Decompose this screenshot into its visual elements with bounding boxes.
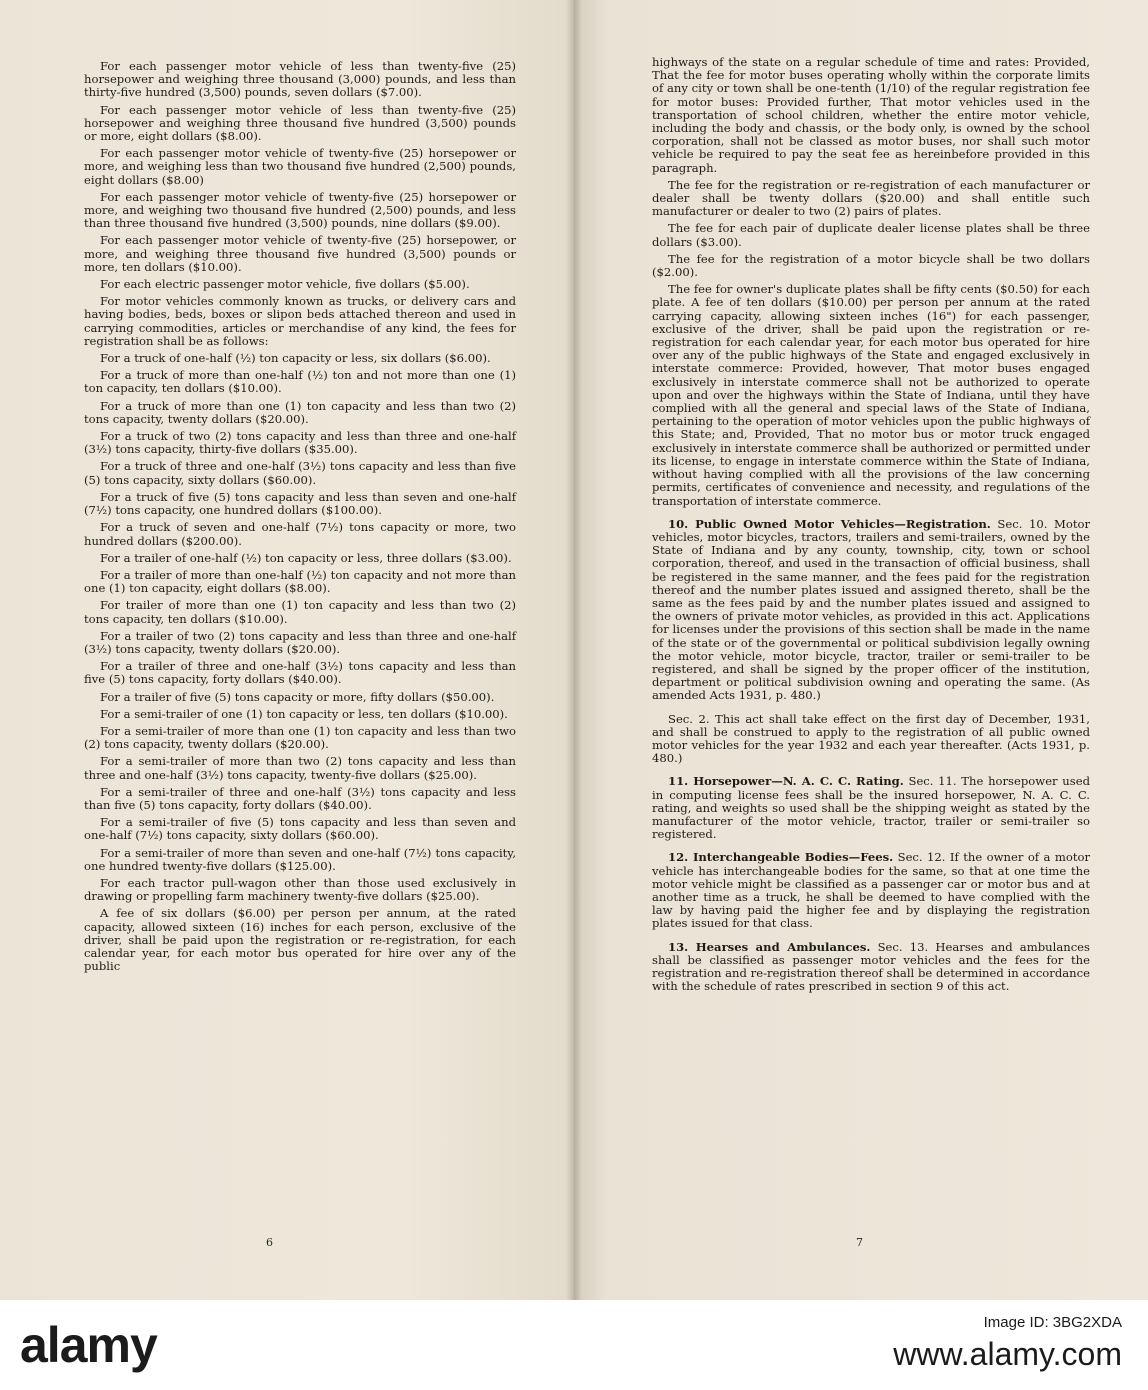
fee-paragraph: For a truck of one-half (½) ton capacity or less, six dollars ($6.00).	[100, 351, 491, 366]
fee-paragraph: The fee for the registration of a motor bicycle shall be two dollars ($2.00).	[652, 251, 1090, 280]
fee-paragraph: For a semi-trailer of five (5) tons capacity and less than seven and one-half (7½) tons capacity, sixty dollars ($60.00).	[84, 815, 516, 843]
right-page	[574, 0, 1148, 1300]
continued-paragraph: highways of the state on a regular schedule of time and rates: Provided, That the fee for motor buses operating wholly within the corporate limits of any city or town shall be one-tenth (1/10) of the regular registration fee for motor buses: Provided further, That motor vehicles used in the transportation of school children, whether the entire motor vehicle, including the body and chassis, or the body only, is owned by the school corporation, shall not be classed as motor buses, nor shall such motor vehicle be required to pay the seat fee as hereinbefore provided in this paragraph.	[652, 55, 1090, 175]
fee-paragraph: For a trailer of five (5) tons capacity or more, fifty dollars ($50.00).	[100, 689, 495, 704]
left-page-text	[84, 60, 516, 977]
watermark-url: www.alamy.com	[893, 1336, 1122, 1372]
section-body: Sec. 13. Hearses and ambulances shall be classified as passenger motor vehicles and the fees for the registration and re-registration thereof shall be determined in accordance with the schedule of rates prescribed in section 9 of this act.	[652, 939, 1090, 994]
fee-paragraph: The fee for owner's duplicate plates shall be fifty cents ($0.50) for each plate. A fee of ten dollars ($10.00) per person per annum at the rated carrying capacity, allowing sixteen inches (16") for each passenger, exclusive of the driver, shall be paid upon the registration or re-registration for each calendar year, for each motor bus operated for hire over any of the public highways of the State and engaged exclusively in interstate commerce: Provided, however, That motor buses engaged exclusively in interstate commerce shall not be authorized to operate upon and over the highways within the State of Indiana, until they have complied with all the general and special laws of the State of Indiana, pertaining to the operation of motor vehicles upon the public highways of this State; and, Provided, That no motor bus or motor truck engaged exclusively in interstate commerce shall be authorized or permitted under its license, to engage in interstate commerce within the State of Indiana, without having complied with all the provisions of the law concerning permits, certificates of convenience and necessity, and regulations of the transportation of interstate commerce.	[652, 282, 1090, 508]
left-page-number: 6	[266, 1236, 273, 1249]
fee-paragraph: For a trailer of three and one-half (3½) tons capacity and less than five (5) tons capacity, forty dollars ($40.00).	[84, 659, 516, 687]
fee-paragraph: For a trailer of one-half (½) ton capacity or less, three dollars ($3.00).	[100, 550, 512, 565]
fee-paragraph: For each tractor pull-wagon other than those used exclusively in drawing or propelling farm machinery twenty-five dollars ($25.00).	[84, 875, 516, 904]
fee-paragraph: The fee for each pair of duplicate dealer license plates shall be three dollars ($3.00).	[652, 221, 1090, 249]
right-page-text	[652, 56, 1090, 997]
fee-paragraph: For motor vehicles commonly known as trucks, or delivery cars and having bodies, beds, boxes or slipon beds attached thereon and used in carrying commodities, articles or merchandise of any kind, the fees for registration shall be as follows:	[84, 294, 516, 348]
section-body: Sec. 2. This act shall take effect on the first day of December, 1931, and shall be construed to apply to the registration of all public owned motor vehicles for the year 1932 and each year thereafter. (Acts 1931, p. 480.)	[652, 711, 1090, 766]
section-body: Sec. 12. If the owner of a motor vehicle has interchangeable bodies for the same, so that at one time the motor vehicle might be classified as a passenger car or motor bus and at another time as a truck, he shall be deemed to have complied with the law by having paid the higher fee and by displaying the registration plates issued for that class.	[652, 850, 1091, 931]
section-paragraph	[652, 851, 1090, 930]
fee-paragraph: For a truck of two (2) tons capacity and less than three and one-half (3½) tons capacity, thirty-five dollars ($35.00).	[84, 429, 516, 457]
left-page	[0, 0, 574, 1300]
fee-paragraph: For a truck of seven and one-half (7½) tons capacity or more, two hundred dollars ($200.00).	[84, 520, 516, 548]
section-heading: 10. Public Owned Motor Vehicles—Registration.	[668, 516, 991, 531]
section-body: Sec. 10. Motor vehicles, motor bicycles, tractors, trailers and semi-trailers, owned by the State of Indiana and by any county, township, city, town or school corporation, thereof, and used in the transaction of official business, shall be registered in the same manner, and the fees paid for the registration thereof and the number plates issued and assigned thereto, shall be the same as the fees paid by and the number plates issued and assigned to the owners of private motor vehicles, as provided in this act. Applications for licenses under the provisions of this section shall be made in the name of the state or of the governmental or political subdivision legally owning the motor vehicle, motor bicycle, tractor, trailer or semi-trailer to be registered, and shall be signed by the proper officer of the institution, department or political subdivision owning and operating the same. (As amended Acts 1931, p. 480.)	[652, 516, 1091, 703]
section-body: Sec. 11. The horsepower used in computing license fees shall be the insured horsepower, N. A. C. C. rating, and weights so used shall be the shipping weight as stated by the manufacturer of the motor vehicle, tractor, trailer or semi-trailer so registered.	[652, 774, 1090, 842]
fee-paragraph: For a trailer of two (2) tons capacity and less than three and one-half (3½) tons capacity, twenty dollars ($20.00).	[84, 628, 516, 656]
fee-paragraph: For trailer of more than one (1) ton capacity and less than two (2) tons capacity, ten dollars ($10.00).	[84, 598, 516, 626]
watermark-bar	[0, 1300, 1148, 1390]
fee-paragraph: For a semi-trailer of more than one (1) ton capacity and less than two (2) tons capacity, twenty dollars ($20.00).	[84, 723, 516, 752]
watermark-image-id: Image ID: 3BG2XDA	[983, 1314, 1122, 1331]
fee-paragraph: For each passenger motor vehicle of twenty-five (25) horsepower, or more, and weighing three thousand five hundred (3,500) pounds or more, ten dollars ($10.00).	[84, 233, 516, 274]
fee-paragraph: For a trailer of more than one-half (½) ton capacity and not more than one (1) ton capacity, eight dollars ($8.00).	[84, 567, 516, 596]
fee-paragraph: For each passenger motor vehicle of twenty-five (25) horsepower or more, and weighing two thousand five hundred (2,500) pounds, and less than three thousand five hundred (3,500) pounds, nine dollars ($9.00).	[84, 189, 516, 231]
fee-paragraph: For a semi-trailer of more than two (2) tons capacity and less than three and one-half (3½) tons capacity, twenty-five dollars ($25.00).	[84, 754, 516, 782]
watermark-logo: alamy	[20, 1317, 157, 1373]
fee-paragraph: For each electric passenger motor vehicle, five dollars ($5.00).	[100, 277, 470, 292]
fee-paragraph: For a semi-trailer of more than seven and one-half (7½) tons capacity, one hundred twenty-five dollars ($125.00).	[84, 845, 516, 873]
section-paragraph	[652, 775, 1090, 841]
section-paragraph	[652, 518, 1090, 703]
fee-paragraph: For a truck of five (5) tons capacity and less than seven and one-half (7½) tons capacity, one hundred dollars ($100.00).	[84, 489, 516, 518]
section-paragraph	[652, 713, 1090, 766]
book-gutter	[566, 0, 582, 1300]
fee-paragraph: For a semi-trailer of three and one-half (3½) tons capacity and less than five (5) tons capacity, forty dollars ($40.00).	[84, 784, 516, 812]
section-paragraph	[652, 941, 1090, 994]
fee-paragraph: For a truck of more than one-half (½) ton and not more than one (1) ton capacity, ten dollars ($10.00).	[84, 368, 516, 396]
section-heading: 11. Horsepower—N. A. C. C. Rating.	[668, 774, 904, 789]
fee-paragraph: The fee for the registration or re-registration of each manufacturer or dealer shall be twenty dollars ($20.00) and shall entitle such manufacturer or dealer to two (2) pairs of plates.	[652, 177, 1090, 219]
fee-paragraph: For each passenger motor vehicle of twenty-five (25) horsepower or more, and weighing less than two thousand five hundred (2,500) pounds, eight dollars ($8.00)	[84, 146, 516, 187]
fee-paragraph: For each passenger motor vehicle of less than twenty-five (25) horsepower and weighing three thousand (3,000) pounds, and less than thirty-five hundred (3,500) pounds, seven dollars ($7.00).	[84, 59, 516, 100]
fee-paragraph: For a truck of more than one (1) ton capacity and less than two (2) tons capacity, twenty dollars ($20.00).	[84, 398, 516, 426]
section-heading: 12. Interchangeable Bodies—Fees.	[668, 850, 894, 865]
fee-paragraph: For a semi-trailer of one (1) ton capacity or less, ten dollars ($10.00).	[100, 706, 508, 721]
fee-paragraph: For a truck of three and one-half (3½) tons capacity and less than five (5) tons capacity, sixty dollars ($60.00).	[84, 459, 516, 487]
right-page-number: 7	[856, 1236, 863, 1249]
fee-paragraph: For each passenger motor vehicle of less than twenty-five (25) horsepower and weighing three thousand five hundred (3,500) pounds or more, eight dollars ($8.00).	[84, 102, 516, 144]
section-heading: 13. Hearses and Ambulances.	[668, 939, 871, 954]
fee-paragraph: A fee of six dollars ($6.00) per person per annum, at the rated capacity, allowed sixteen (16) inches for each person, exclusive of the driver, shall be paid upon the registration or re-registration, for each calendar year, for each motor bus operated for hire over any of the public	[84, 906, 516, 974]
